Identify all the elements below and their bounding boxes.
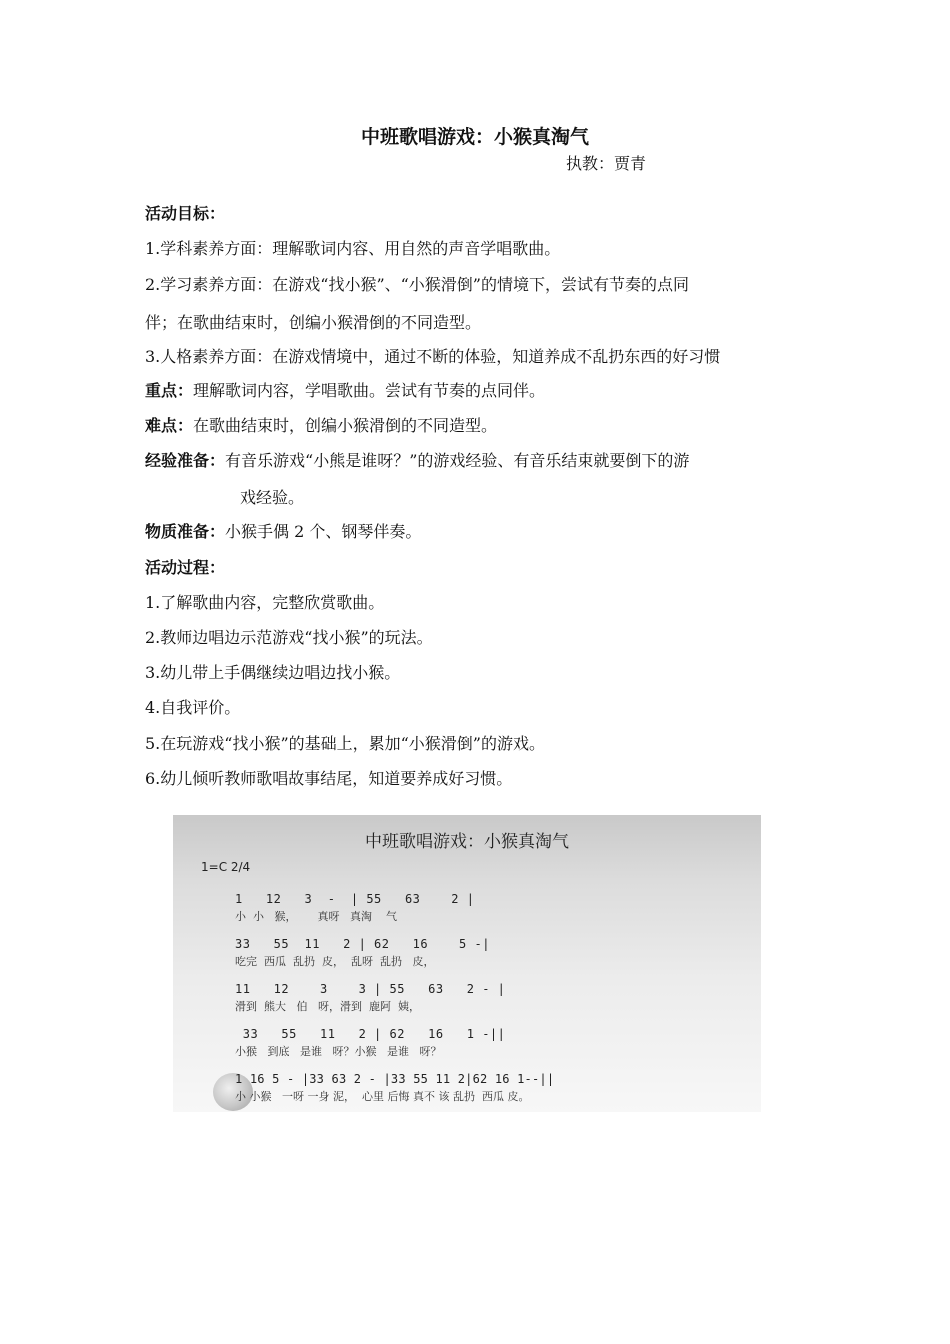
experience — [145, 448, 689, 471]
process-step-6: 6.幼儿倾听教师歌唱故事结尾，知道要养成好习惯。 — [145, 769, 513, 788]
difficulty-label: 难点： — [145, 416, 194, 435]
score-row-3-lyrics: 滑到 熊大 伯 呀，滑到 鹿阿 姨， — [235, 1000, 420, 1013]
key-point-text: 理解歌词内容，学唱歌曲。尝试有节奏的点同伴。 — [193, 381, 546, 400]
difficulty — [145, 413, 497, 436]
process-step-5: 5.在玩游戏“找小猴”的基础上，累加“小猴滑倒”的游戏。 — [145, 734, 545, 753]
score-row-2-notes: 33 55 11 2 | 62 16 5 -| — [235, 937, 490, 951]
score-row-5-notes: 1 16 5 - |33 63 2 - |33 55 11 2|62 16 1--|| — [235, 1072, 555, 1086]
teacher-name: 执教：贾青 — [566, 154, 647, 173]
score-row-5-lyrics: 小 小猴 一呀 一身 泥， 心里 后悔 真不 该 乱扔 西瓜 皮。 — [235, 1090, 530, 1103]
process-step-2: 2.教师边唱边示范游戏“找小猴”的玩法。 — [145, 628, 433, 647]
score-title: 中班歌唱游戏：小猴真淘气 — [365, 832, 569, 852]
score-row-1-notes: 1 12 3 - | 55 63 2 | — [235, 892, 475, 906]
experience-label: 经验准备： — [145, 451, 226, 470]
experience-text-b: 戏经验。 — [240, 488, 305, 507]
key-point-label: 重点： — [145, 381, 194, 400]
difficulty-text: 在歌曲结束时，创编小猴滑倒的不同造型。 — [193, 416, 498, 435]
score-row-3-notes: 11 12 3 3 | 55 63 2 - | — [235, 982, 506, 996]
materials-text: 小猴手偶 2 个、钢琴伴奏。 — [225, 522, 422, 541]
score-row-1-lyrics: 小 小 猴， 真呀 真淘 气 — [235, 910, 397, 923]
process-step-1: 1.了解歌曲内容，完整欣赏歌曲。 — [145, 593, 385, 612]
key-point — [145, 378, 545, 401]
experience-text-a: 有音乐游戏“小熊是谁呀？”的游戏经验、有音乐结束就要倒下的游 — [225, 451, 690, 470]
score-key: 1=C 2/4 — [201, 860, 251, 874]
page-title: 中班歌唱游戏：小猴真淘气 — [360, 126, 589, 148]
process-heading: 活动过程： — [145, 558, 226, 577]
goals-heading: 活动目标： — [145, 204, 226, 223]
score-row-4-notes: 33 55 11 2 | 62 16 1 -|| — [235, 1027, 506, 1041]
process-step-3: 3.幼儿带上手偶继续边唱边找小猴。 — [145, 663, 401, 682]
score-row-2-lyrics: 吃完 西瓜 乱扔 皮， 乱呀 乱扔 皮， — [235, 955, 435, 968]
score-row-4-lyrics: 小猴 到底 是谁 呀？小猴 是谁 呀？ — [235, 1045, 442, 1058]
goal-2a: 2.学习素养方面：在游戏“找小猴”、“小猴滑倒”的情境下，尝试有节奏的点同 — [145, 275, 689, 294]
goal-2b: 伴；在歌曲结束时，创编小猴滑倒的不同造型。 — [145, 313, 482, 332]
process-step-4: 4.自我评价。 — [145, 698, 241, 717]
goal-3: 3.人格素养方面：在游戏情境中，通过不断的体验，知道养成不乱扔东西的好习惯 — [145, 347, 721, 366]
materials-label: 物质准备： — [145, 522, 226, 541]
goal-1: 1.学科素养方面：理解歌词内容、用自然的声音学唱歌曲。 — [145, 239, 561, 258]
materials — [145, 519, 421, 542]
sheet-music-image — [173, 815, 761, 1112]
